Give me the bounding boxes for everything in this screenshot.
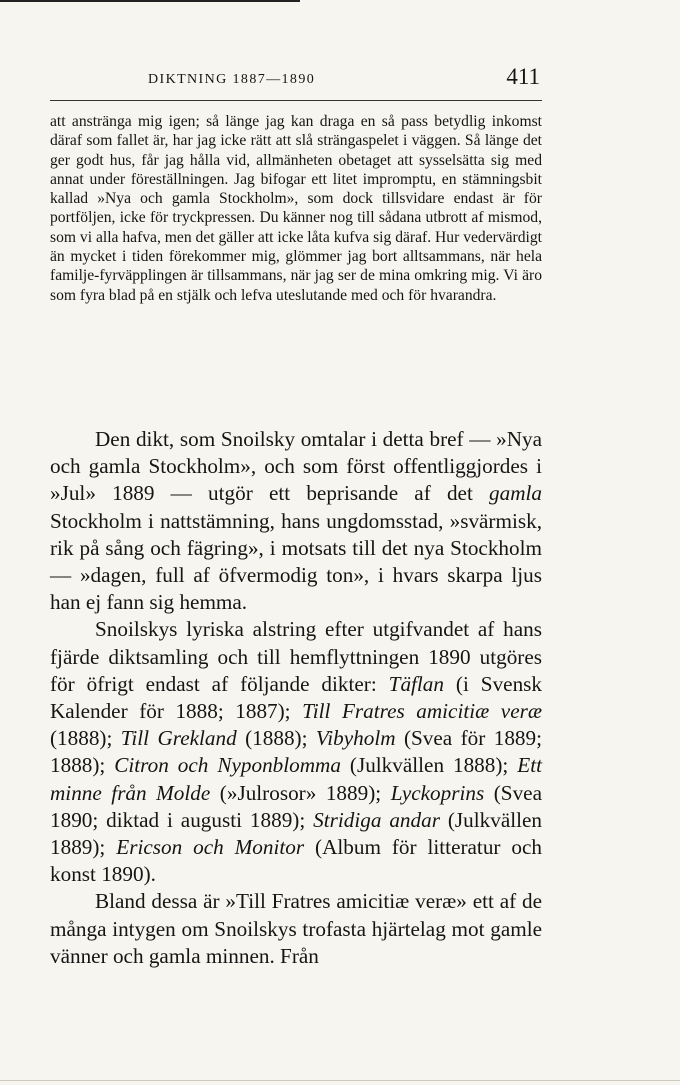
p2-text-c: (1888);	[50, 726, 121, 751]
p1-text-a: Den dikt, som Snoilsky omtalar i detta bref — »Nya och gamla Stockholm», och som först offentliggjordes i »Jul» 1889 — utgör ett beprisande af det	[50, 427, 542, 506]
top-edge-rule	[0, 0, 300, 2]
main-text	[50, 426, 542, 970]
letter-quote	[50, 112, 542, 305]
p2-text-b: (i Svensk Kalender för 1888; 1887);	[50, 671, 543, 724]
title-ericson: Ericson och Monitor	[116, 835, 305, 860]
title-taflan: Täflan	[388, 671, 444, 696]
title-ett-minne: Ett minne från Molde	[50, 753, 542, 805]
title-till-fratres: Till Fratres amicitiæ veræ	[302, 699, 542, 724]
header-rule	[50, 100, 542, 101]
p2-text-h: (Svea 1890; diktad i augusti 1889);	[50, 780, 542, 832]
bottom-edge-rule	[0, 1080, 680, 1081]
page-header	[50, 64, 540, 96]
title-lyckoprins: Lyckoprins	[390, 780, 485, 805]
p1-text-b: Stockholm i nattstämning, hans ungdomsstad, »svärmisk, rik på sång och fägring», i motsats till det nya Stockholm — »dagen, full af öfvermodig ton», i hvars skarpa ljus han ej fann sig hemma.	[50, 508, 542, 615]
title-stridiga-andar: Stridiga andar	[313, 807, 440, 832]
paragraph-1	[50, 426, 542, 616]
title-vibyholm: Vibyholm	[315, 726, 396, 751]
p2-text-a: Snoilskys lyriska alstring efter utgifvandet af hans fjärde diktsamling och till hemflyttningen 1890 utgöres för öfrigt endast af följande dikter:	[50, 617, 542, 696]
paragraph-3: Bland dessa är »Till Fratres amicitiæ veræ» ett af de många intygen om Snoilskys trofasta hjärtelag mot gamle vänner och gamla minnen. Från	[50, 889, 542, 968]
quote-paragraph: att anstränga mig igen; så länge jag kan draga en så pass betydlig inkomst däraf som fallet är, har jag icke rätt att slå strängaspelet i väggen. Så länge det ger godt hus, får jag hålla vid, allmänheten obetaget att sysselsätta sig med annat under föreställningen. Jag bifogar ett litet impromptu, en stämningsbit kallad »Nya och gamla Stockholm», som dock tillsvidare endast är för portföljen, icke för tryckpressen. Du känner nog till sådana utbrott af mismod, som vi alla hafva, men det gäller att icke låta kufva sig däraf. Hur vedervärdigt än mycket i tiden förekommer mig, glömmer jag bort alltsammans, när hela familje-fyrväpplingen är tillsammans, när jag ser de mina omkring mig. Vi äro som fyra blad på en stjälk och lefva uteslutande med och för hvarandra.	[50, 113, 542, 304]
running-head: DIKTNING 1887—1890	[148, 72, 316, 87]
paragraph-2	[50, 616, 542, 888]
p2-text-e: (Svea för 1889; 1888);	[50, 726, 543, 778]
p2-text-g: (»Julrosor» 1889);	[210, 780, 391, 805]
p2-text-j: (Album för litteratur och konst 1890).	[50, 835, 542, 887]
title-citron: Citron och Nyponblomma	[114, 753, 341, 778]
p2-text-f: (Julkvällen 1888);	[340, 753, 518, 778]
p2-text-d: (1888);	[236, 726, 316, 751]
p2-text-i: (Julkvällen 1889);	[50, 807, 542, 860]
page-number: 411	[506, 64, 540, 89]
p1-italic-gamla: gamla	[489, 481, 542, 506]
title-till-grekland: Till Grekland	[120, 726, 237, 751]
